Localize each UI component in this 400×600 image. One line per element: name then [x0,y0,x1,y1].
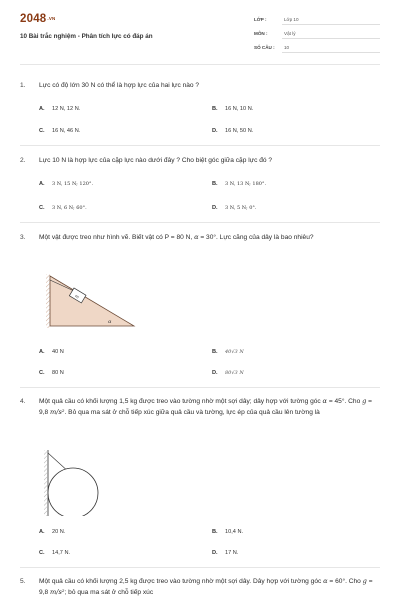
option-text: 10,4 N. [225,529,244,535]
incline-plane [50,276,134,326]
option-text: 14,7 N. [52,550,71,556]
option-text: 40 N [52,349,64,355]
brand-domain: .VN [47,16,56,21]
option-text: 3 N, 15 N; 120°. [52,181,94,187]
stem-text: . Bỏ qua ma sát ở chỗ tiếp xúc giữa quả cầu và tường, lực ép của quả cầu lên tường là [64,409,320,416]
alpha-symbol: α [323,577,328,585]
option-letter: A. [39,349,45,355]
alpha-symbol: α [322,397,327,405]
option-letter: C. [39,370,45,376]
meta-subject-value: Vật lý [284,31,296,36]
option-letter: B. [212,181,218,187]
meta-count-label: SỐ CÂU : [254,45,275,50]
option-text: 16 N, 46 N. [52,128,81,134]
g-symbol: g [362,577,367,585]
page-header [0,0,400,62]
meta-grade-value: Lớp 10 [284,17,299,22]
option-text: 20 N. [52,529,66,535]
option-letter: D. [212,370,218,376]
alpha-symbol: α [194,233,199,241]
question-stem [39,232,379,243]
question-number: 1. [20,82,26,89]
unit-text: m/s² [50,408,65,416]
stem-text: = 45°. Cho [326,398,363,405]
option-letter: B. [212,349,218,355]
question-stem: Lực 10 N là hợp lực của cặp lực nào dưới đây ? Cho biệt góc giữa cặp lực đó ? [39,157,273,164]
meta-count [254,42,380,53]
header-divider [20,64,380,65]
wall [44,450,47,516]
option-letter: D. [212,205,218,211]
option-text: 16 N, 10 N. [225,106,254,112]
meta-grade-underline [282,24,380,25]
brand-name: 2048 [20,13,47,25]
option-letter: C. [39,128,45,134]
option-text: 16 N, 50 N. [225,128,254,134]
question-stem [39,576,379,598]
stem-text: Một quả cầu có khối lượng 1,5 kg được treo vào tường nhờ một sợi dây; dây hợp với tường góc [39,398,323,405]
meta-count-value: 10 [284,45,290,50]
question-number: 4. [20,398,26,405]
block-label: m [74,293,81,300]
unit-text: m/s² [50,588,65,596]
question-number: 5. [20,578,26,585]
stem-text: = 30°. Lực căng của dây là bao nhiêu? [198,234,314,241]
meta-subject-label: MÔN : [254,31,268,36]
option-text: 80 N [52,370,64,376]
sphere [48,468,98,516]
question-divider [20,387,380,388]
option-text: 12 N, 12 N. [52,106,81,112]
option-letter: C. [39,205,45,211]
option-text: 3 N, 5 N; 0°. [225,205,257,211]
option-letter: A. [39,529,45,535]
stem-text: Một vật được treo như hình vẽ. Biết vật có P = 80 N, [39,234,195,241]
question-number: 3. [20,234,26,241]
wall [46,274,50,328]
option-letter: D. [212,550,218,556]
meta-grade [254,14,380,25]
option-letter: B. [212,106,218,112]
g-symbol: g [362,397,367,405]
option-text: 17 N. [225,550,239,556]
meta-count-underline [282,52,380,53]
brand-logo[interactable] [20,13,56,25]
option-text: 80√3 N [225,370,244,376]
question-divider [20,145,380,146]
question-number: 2. [20,157,26,164]
question-stem [39,396,379,418]
option-letter: D. [212,128,218,134]
stem-text: = 9,8 [39,578,373,596]
stem-text: ; bỏ qua ma sát ở chỗ tiếp xúc [64,589,154,596]
question-divider [20,222,380,223]
angle-label: α [108,319,112,325]
sphere-wall-figure [44,450,100,516]
option-letter: A. [39,106,45,112]
option-text: 40√3 N [225,349,244,355]
option-text: 3 N, 6 N; 60°. [52,205,87,211]
option-letter: B. [212,529,218,535]
question-divider [20,567,380,568]
question-stem: Lực có độ lớn 30 N có thể là hợp lực của hai lực nào ? [39,82,200,89]
stem-text: = 9,8 [39,398,372,416]
meta-grade-label: LỚP : [254,17,267,22]
stem-text: Một quả cầu có khối lượng 2,5 kg được treo vào tường nhờ một sợi dây. Dây hợp với tường góc [39,578,324,585]
incline-figure [46,274,138,330]
meta-subject [254,28,380,39]
stem-text: = 60°. Cho [327,578,363,585]
option-letter: A. [39,181,45,187]
document-title: 10 Bài trắc nghiệm - Phân tích lực có đáp án [20,33,153,40]
option-text: 3 N, 13 N; 180°. [225,181,267,187]
option-letter: C. [39,550,45,556]
meta-subject-underline [282,38,380,39]
